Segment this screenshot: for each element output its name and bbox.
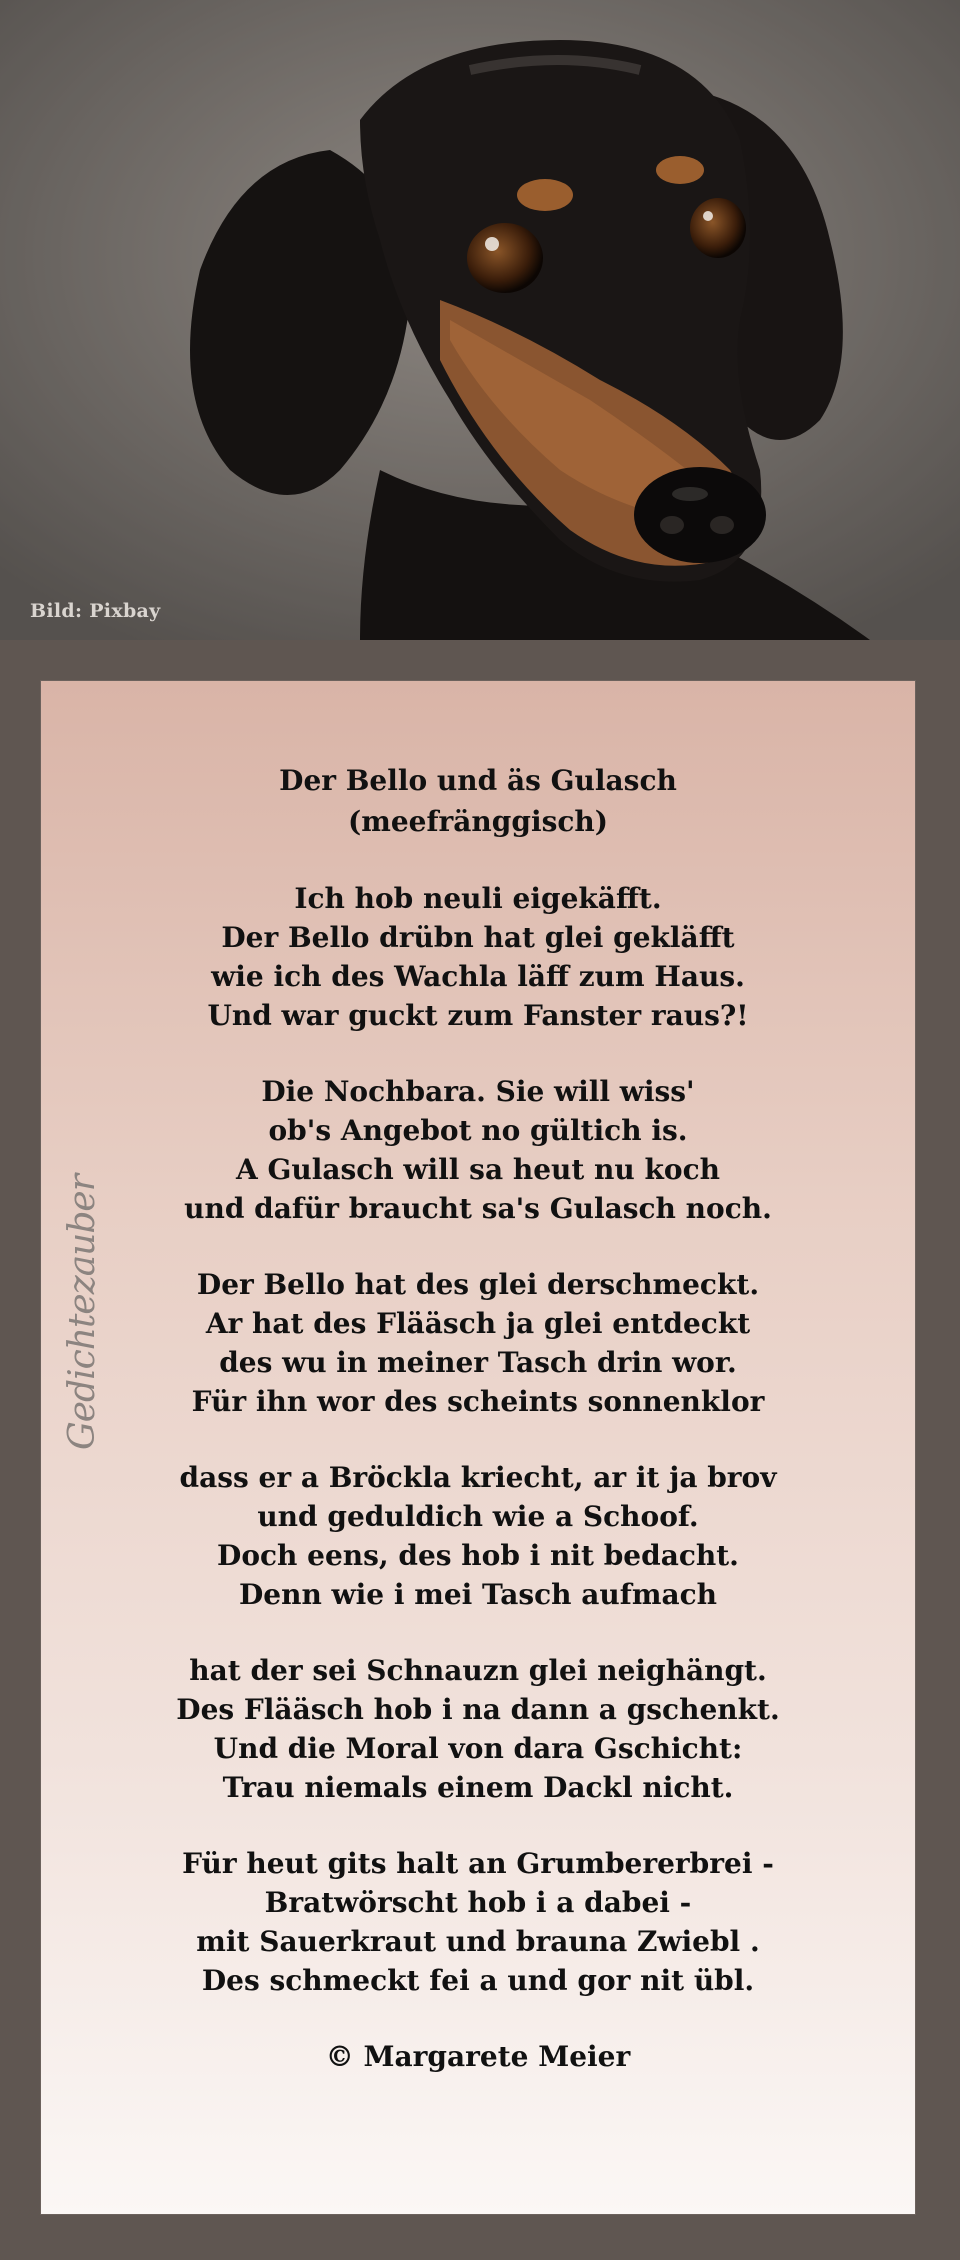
photo-credit: Bild: Pixbay: [30, 600, 161, 622]
verse-line: Doch eens, des hob i nit bedacht.: [217, 1539, 739, 1572]
verse-line: Des schmeckt fei a und gor nit übl.: [201, 1964, 755, 1997]
copyright-line: © Margarete Meier: [325, 2040, 631, 2073]
verse-line: Ich hob neuli eigekäfft.: [294, 882, 662, 915]
verse-line: Der Bello hat des glei derschmeckt.: [196, 1268, 760, 1301]
verse-line: Des Flääsch hob i na dann a gschenkt.: [176, 1693, 780, 1726]
verse-line: Bratwörscht hob i a dabei -: [264, 1886, 692, 1919]
poem: [40, 760, 916, 2077]
stanza: [40, 1265, 916, 1421]
stanza: [40, 1844, 916, 2000]
dachshund-photo: [0, 0, 960, 640]
poem-subtitle: (meefränggisch): [347, 805, 608, 838]
stanza: [40, 1651, 916, 1807]
verse-line: mit Sauerkraut und brauna Zwiebl .: [196, 1925, 760, 1958]
stanza: [40, 1458, 916, 1614]
verse-line: A Gulasch will sa heut nu koch: [235, 1153, 720, 1186]
poem-title: Der Bello und äs Gulasch: [279, 764, 677, 797]
verse-line: und geduldich wie a Schoof.: [257, 1500, 699, 1533]
verse-line: Denn wie i mei Tasch aufmach: [238, 1578, 717, 1611]
dachshund-illustration: [0, 0, 960, 640]
verse-line: wie ich des Wachla läff zum Haus.: [211, 960, 745, 993]
verse-line: Der Bello drübn hat glei gekläfft: [221, 921, 735, 954]
verse-line: Ar hat des Flääsch ja glei entdeckt: [205, 1307, 751, 1340]
stanza: [40, 879, 916, 1035]
verse-line: Und war guckt zum Fanster raus?!: [207, 999, 749, 1032]
verse-line: Die Nochbara. Sie will wiss': [261, 1075, 695, 1108]
verse-line: Für heut gits halt an Grumbererbrei -: [182, 1847, 774, 1880]
verse-line: und dafür braucht sa's Gulasch noch.: [184, 1192, 772, 1225]
verse-line: Für ihn wor des scheints sonnenklor: [191, 1385, 765, 1418]
verse-line: dass er a Bröckla kriecht, ar it ja brov: [179, 1461, 777, 1494]
signature-watermark: Gedichtezauber: [62, 1175, 103, 1450]
stanza: [40, 1072, 916, 1228]
verse-line: Trau niemals einem Dackl nicht.: [222, 1771, 734, 1804]
verse-line: des wu in meiner Tasch drin wor.: [219, 1346, 737, 1379]
verse-line: Und die Moral von dara Gschicht:: [213, 1732, 743, 1765]
verse-line: hat der sei Schnauzn glei neighängt.: [189, 1654, 767, 1687]
verse-line: ob's Angebot no gültich is.: [268, 1114, 688, 1147]
